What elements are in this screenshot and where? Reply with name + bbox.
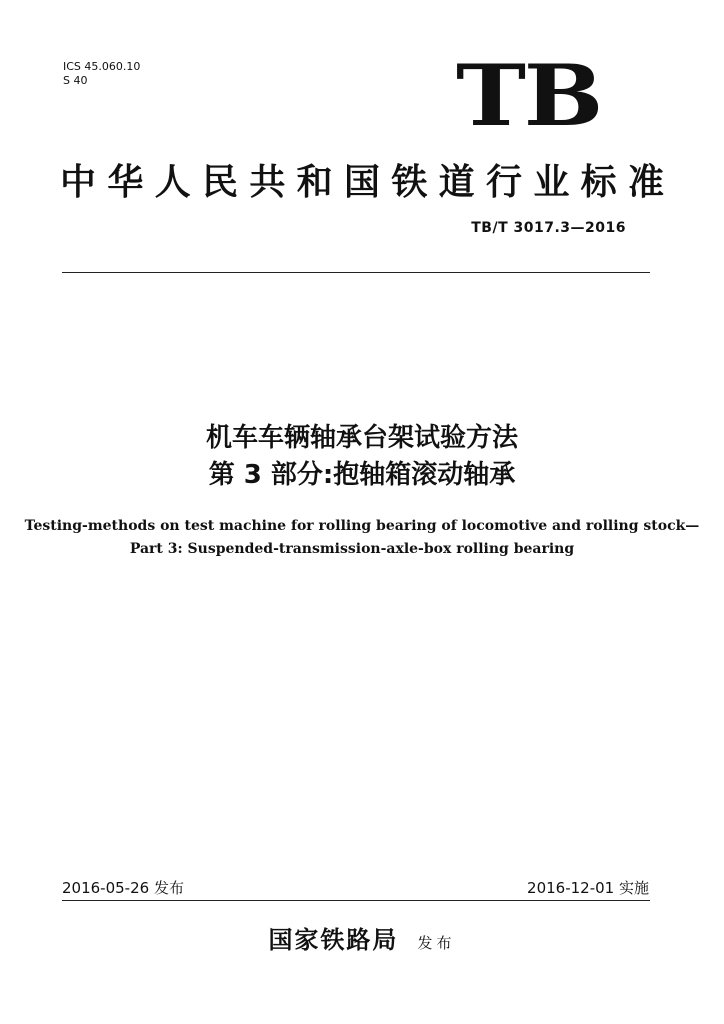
title-cn-line2: 第 3 部分:抱轴箱滚动轴承 [208,460,516,490]
implement-date: 2016-12-01 实施 [527,879,649,897]
title-en-line1: Testing-methods on test machine for rolling bearing of locomotive and rolling stock— [24,518,700,534]
ccs-number: S 40 [63,74,88,87]
publisher-block [0,920,724,955]
classification-block [63,60,140,88]
standard-code: TB/T 3017.3—2016 [471,220,626,236]
publish-label: 发布 [417,934,456,952]
top-divider [62,272,650,273]
bottom-divider [62,900,650,901]
issue-date: 2016-05-26 发布 [62,879,184,897]
title-cn-line1: 机车车辆轴承台架试验方法 [205,423,518,453]
title-en-line2: Part 3: Suspended-transmission-axle-box rolling bearing [129,541,575,557]
tb-logo: TB [456,46,602,145]
ics-number: ICS 45.060.10 [63,60,141,73]
standard-category-title: 中华人民共和国铁道行业标准 [60,161,664,203]
publisher-name: 国家铁路局 [268,925,399,954]
